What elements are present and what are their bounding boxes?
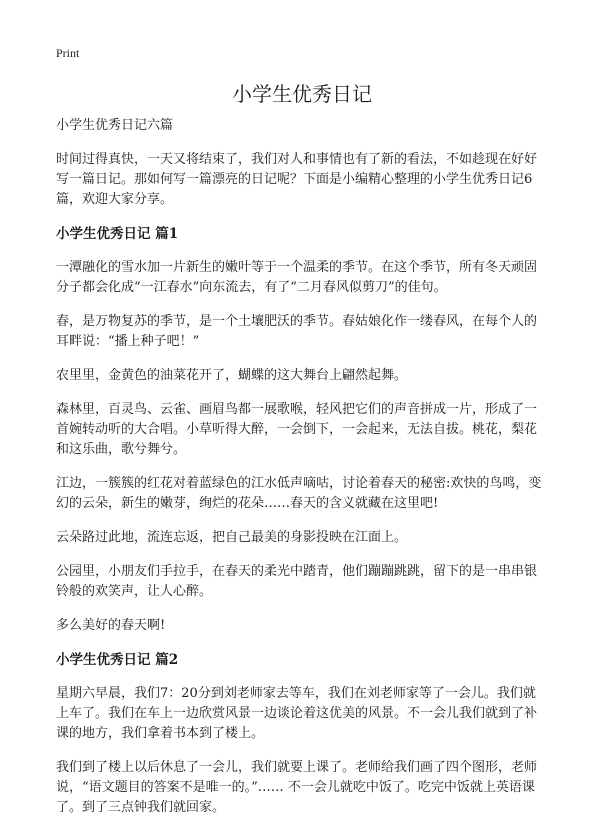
paragraph: 农里里，金黄色的油菜花开了，蝴蝶的这大舞台上翩然起舞。 [56,368,408,383]
article-subtitle: 小学生优秀日记六篇 [56,118,174,133]
paragraph: 一潭融化的雪水加一片新生的嫩叶等于一个温柔的季节。在这个季节，所有冬天顽固分子都会化成“一江春水”向东流去，有了“二月春风似剪刀”的佳句。 [56,260,538,295]
paragraph: 我们到了楼上以后休息了一会儿，我们就要上课了。老师给我们画了四个图形，老师说，“语文题目的答案不是唯一的。”…… 不一会儿就吃中饭了。吃完中饭就上英语课了。到了三点钟我们就回家。 [56,760,538,815]
paragraph: 春，是万物复苏的季节，是一个土壤肥沃的季节。春姑娘化作一缕春风，在每个人的耳畔说：“播上种子吧！” [56,314,538,349]
print-link[interactable]: Print [56,46,80,60]
page-title: 小学生优秀日记 [232,82,372,106]
section-heading-1: 小学生优秀日记 篇1 [56,226,179,242]
article-body [56,116,548,832]
paragraph: 云朵路过此地，流连忘返，把自己最美的身影投映在江面上。 [56,530,408,545]
intro-paragraph: 时间过得真快，一天又将结束了，我们对人和事情也有了新的看法，不如趁现在好好写一篇日记。那如何写一篇漂亮的日记呢？下面是小编精心整理的小学生优秀日记6篇，欢迎大家分享。 [56,152,538,207]
section-heading-2: 小学生优秀日记 篇2 [56,652,179,668]
paragraph: 江边，一簇簇的红花对着蓝绿色的江水低声嘀咕，讨论着春天的秘密:欢快的鸟鸣，变幻的云朵，新生的嫩芽，绚烂的花朵……春天的含义就藏在这里吧! [56,476,542,511]
paragraph: 多么美好的春天啊! [56,618,166,633]
paragraph: 公园里，小朋友们手拉手，在春天的柔光中踏青，他们蹦蹦跳跳，留下的是一串串银铃般的欢笑声，让人心醉。 [56,564,538,599]
paragraph: 森林里，百灵鸟、云雀、画眉鸟都一展歌喉，轻风把它们的声音拼成一片，形成了一首婉转动听的大合唱。小草听得大醉，一会倒下，一会起来，无法自拔。桃花，梨花和这乐曲，歌兮舞兮。 [56,402,538,457]
paragraph: 星期六早晨，我们7：20分到刘老师家去等车，我们在刘老师家等了一会儿。我们就上车了。我们在车上一边欣赏风景一边谈论着这优美的风景。不一会儿我们就到了补课的地方，我们拿着书本到了楼上。 [56,686,538,741]
